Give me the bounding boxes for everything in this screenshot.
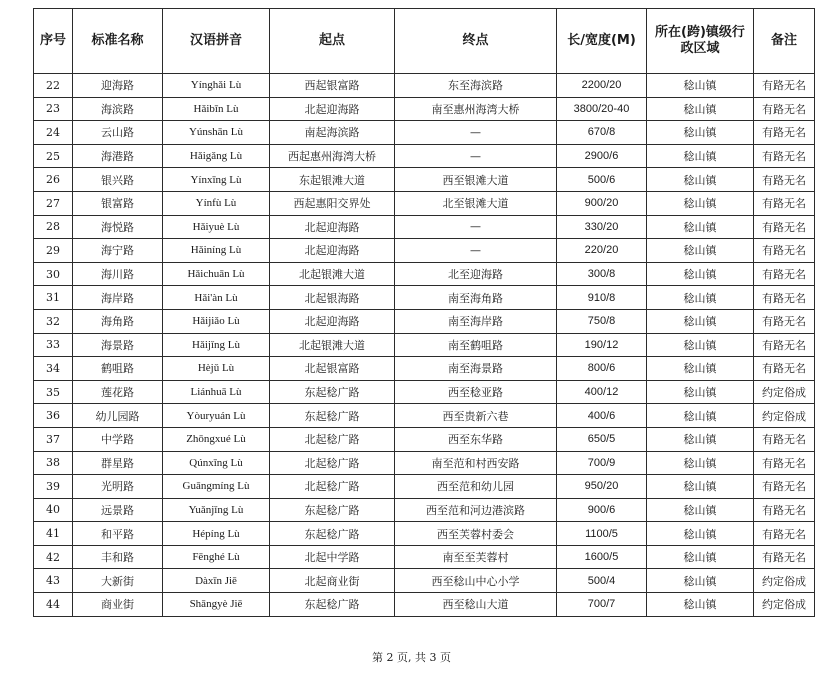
cell-pinyin: Hǎi'àn Lù [163, 286, 270, 310]
cell-index: 25 [34, 144, 73, 168]
cell-end-point: 南至海角路 [395, 286, 557, 310]
cell-end-point: 南至至芙蓉村 [395, 545, 557, 569]
cell-remarks: 有路无名 [754, 286, 815, 310]
cell-remarks: 有路无名 [754, 427, 815, 451]
cell-start-point: 东起稔广路 [270, 404, 395, 428]
cell-pinyin: Zhōngxué Lù [163, 427, 270, 451]
cell-admin-region: 稔山镇 [647, 427, 754, 451]
table-row [34, 357, 815, 381]
cell-admin-region: 稔山镇 [647, 498, 754, 522]
cell-end-point: 西至稔亚路 [395, 380, 557, 404]
cell-start-point: 北起迎海路 [270, 309, 395, 333]
cell-remarks: 有路无名 [754, 522, 815, 546]
cell-remarks: 约定俗成 [754, 404, 815, 428]
cell-length-width: 800/6 [557, 357, 647, 381]
cell-remarks: 约定俗成 [754, 593, 815, 617]
cell-index: 35 [34, 380, 73, 404]
cell-remarks: 约定俗成 [754, 569, 815, 593]
table-row [34, 191, 815, 215]
cell-end-point: 西至范和河边港滨路 [395, 498, 557, 522]
cell-standard-name: 迎海路 [73, 74, 163, 98]
cell-admin-region: 稔山镇 [647, 97, 754, 121]
cell-standard-name: 丰和路 [73, 545, 163, 569]
cell-start-point: 北起银滩大道 [270, 262, 395, 286]
table-row [34, 404, 815, 428]
cell-index: 41 [34, 522, 73, 546]
cell-admin-region: 稔山镇 [647, 404, 754, 428]
cell-end-point: — [395, 121, 557, 145]
cell-standard-name: 中学路 [73, 427, 163, 451]
table-row [34, 309, 815, 333]
cell-remarks: 有路无名 [754, 262, 815, 286]
cell-standard-name: 海悦路 [73, 215, 163, 239]
table-row [34, 97, 815, 121]
cell-length-width: 2900/6 [557, 144, 647, 168]
cell-standard-name: 海宁路 [73, 239, 163, 263]
cell-standard-name: 云山路 [73, 121, 163, 145]
cell-index: 34 [34, 357, 73, 381]
cell-end-point: 西至东华路 [395, 427, 557, 451]
cell-length-width: 1600/5 [557, 545, 647, 569]
cell-standard-name: 海角路 [73, 309, 163, 333]
cell-standard-name: 群星路 [73, 451, 163, 475]
table-row [34, 475, 815, 499]
cell-index: 26 [34, 168, 73, 192]
cell-start-point: 北起银滩大道 [270, 333, 395, 357]
cell-pinyin: Fēnghé Lù [163, 545, 270, 569]
cell-index: 22 [34, 74, 73, 98]
cell-start-point: 北起中学路 [270, 545, 395, 569]
cell-start-point: 北起稔广路 [270, 475, 395, 499]
cell-pinyin: Shāngyè Jiē [163, 593, 270, 617]
cell-end-point: — [395, 239, 557, 263]
cell-start-point: 东起银滩大道 [270, 168, 395, 192]
table-row [34, 215, 815, 239]
table-row [34, 74, 815, 98]
cell-end-point: 西至范和幼儿园 [395, 475, 557, 499]
cell-pinyin: Hépíng Lù [163, 522, 270, 546]
table-row [34, 380, 815, 404]
cell-length-width: 700/9 [557, 451, 647, 475]
table-row [34, 286, 815, 310]
cell-admin-region: 稔山镇 [647, 262, 754, 286]
cell-admin-region: 稔山镇 [647, 522, 754, 546]
cell-remarks: 有路无名 [754, 239, 815, 263]
cell-standard-name: 光明路 [73, 475, 163, 499]
cell-remarks: 有路无名 [754, 357, 815, 381]
cell-length-width: 300/8 [557, 262, 647, 286]
cell-remarks: 有路无名 [754, 74, 815, 98]
table-row [34, 239, 815, 263]
cell-end-point: 西至芙蓉村委会 [395, 522, 557, 546]
table-row [34, 121, 815, 145]
table-row [34, 427, 815, 451]
cell-index: 27 [34, 191, 73, 215]
cell-remarks: 有路无名 [754, 498, 815, 522]
cell-pinyin: Yínghǎi Lù [163, 74, 270, 98]
cell-pinyin: Hǎibīn Lù [163, 97, 270, 121]
cell-length-width: 700/7 [557, 593, 647, 617]
cell-admin-region: 稔山镇 [647, 593, 754, 617]
col-header-length-width: 长/宽度(M) [557, 9, 647, 74]
cell-pinyin: Hǎiyuè Lù [163, 215, 270, 239]
cell-standard-name: 莲花路 [73, 380, 163, 404]
road-names-table [33, 8, 815, 617]
table-row [34, 545, 815, 569]
cell-pinyin: Dàxīn Jiē [163, 569, 270, 593]
cell-standard-name: 幼儿园路 [73, 404, 163, 428]
cell-end-point: 西至银滩大道 [395, 168, 557, 192]
cell-pinyin: Hèjǔ Lù [163, 357, 270, 381]
cell-standard-name: 大新街 [73, 569, 163, 593]
cell-standard-name: 海岸路 [73, 286, 163, 310]
cell-index: 33 [34, 333, 73, 357]
cell-standard-name: 海港路 [73, 144, 163, 168]
cell-start-point: 北起稔广路 [270, 427, 395, 451]
cell-remarks: 有路无名 [754, 309, 815, 333]
cell-end-point: — [395, 144, 557, 168]
cell-start-point: 北起银海路 [270, 286, 395, 310]
cell-index: 40 [34, 498, 73, 522]
cell-pinyin: Hǎigǎng Lù [163, 144, 270, 168]
cell-length-width: 950/20 [557, 475, 647, 499]
cell-pinyin: Guāngmíng Lù [163, 475, 270, 499]
cell-standard-name: 海滨路 [73, 97, 163, 121]
cell-length-width: 2200/20 [557, 74, 647, 98]
cell-pinyin: Hǎijiǎo Lù [163, 309, 270, 333]
table-row [34, 333, 815, 357]
cell-start-point: 北起迎海路 [270, 239, 395, 263]
cell-start-point: 西起惠阳交界处 [270, 191, 395, 215]
cell-length-width: 900/6 [557, 498, 647, 522]
cell-admin-region: 稔山镇 [647, 168, 754, 192]
cell-standard-name: 银富路 [73, 191, 163, 215]
cell-index: 36 [34, 404, 73, 428]
cell-remarks: 有路无名 [754, 475, 815, 499]
cell-pinyin: Qúnxīng Lù [163, 451, 270, 475]
table-row [34, 451, 815, 475]
page-number-footer: 第 2 页, 共 3 页 [372, 651, 451, 664]
cell-remarks: 有路无名 [754, 121, 815, 145]
cell-admin-region: 稔山镇 [647, 215, 754, 239]
cell-admin-region: 稔山镇 [647, 569, 754, 593]
cell-admin-region: 稔山镇 [647, 475, 754, 499]
cell-pinyin: Hǎiníng Lù [163, 239, 270, 263]
cell-remarks: 有路无名 [754, 144, 815, 168]
cell-standard-name: 鹤咀路 [73, 357, 163, 381]
table-body [34, 74, 815, 617]
cell-index: 42 [34, 545, 73, 569]
cell-index: 44 [34, 593, 73, 617]
cell-admin-region: 稔山镇 [647, 144, 754, 168]
cell-remarks: 有路无名 [754, 215, 815, 239]
cell-admin-region: 稔山镇 [647, 357, 754, 381]
cell-standard-name: 和平路 [73, 522, 163, 546]
col-header-remarks: 备注 [754, 9, 815, 74]
cell-pinyin: Yúnshān Lù [163, 121, 270, 145]
cell-pinyin: Liánhuā Lù [163, 380, 270, 404]
cell-end-point: 西至稔山大道 [395, 593, 557, 617]
cell-standard-name: 远景路 [73, 498, 163, 522]
cell-end-point: 北至迎海路 [395, 262, 557, 286]
cell-length-width: 670/8 [557, 121, 647, 145]
cell-start-point: 东起稔广路 [270, 593, 395, 617]
cell-length-width: 900/20 [557, 191, 647, 215]
cell-start-point: 西起惠州海湾大桥 [270, 144, 395, 168]
cell-end-point: 西至稔山中心小学 [395, 569, 557, 593]
cell-pinyin: Yuǎnjǐng Lù [163, 498, 270, 522]
cell-start-point: 南起海滨路 [270, 121, 395, 145]
cell-length-width: 910/8 [557, 286, 647, 310]
col-header-standard-name: 标准名称 [73, 9, 163, 74]
cell-pinyin: Hǎijǐng Lù [163, 333, 270, 357]
cell-remarks: 约定俗成 [754, 380, 815, 404]
cell-index: 37 [34, 427, 73, 451]
cell-index: 39 [34, 475, 73, 499]
cell-length-width: 3800/20-40 [557, 97, 647, 121]
cell-remarks: 有路无名 [754, 168, 815, 192]
cell-index: 29 [34, 239, 73, 263]
cell-start-point: 北起迎海路 [270, 215, 395, 239]
table-row [34, 498, 815, 522]
cell-start-point: 北起迎海路 [270, 97, 395, 121]
cell-index: 38 [34, 451, 73, 475]
cell-remarks: 有路无名 [754, 333, 815, 357]
cell-length-width: 220/20 [557, 239, 647, 263]
cell-start-point: 西起银富路 [270, 74, 395, 98]
cell-end-point: 南至海景路 [395, 357, 557, 381]
table-row [34, 569, 815, 593]
cell-length-width: 650/5 [557, 427, 647, 451]
cell-pinyin: Yínxīng Lù [163, 168, 270, 192]
cell-remarks: 有路无名 [754, 545, 815, 569]
cell-start-point: 北起银富路 [270, 357, 395, 381]
cell-admin-region: 稔山镇 [647, 545, 754, 569]
cell-start-point: 北起商业街 [270, 569, 395, 593]
cell-admin-region: 稔山镇 [647, 191, 754, 215]
cell-index: 24 [34, 121, 73, 145]
cell-end-point: 南至鹤咀路 [395, 333, 557, 357]
cell-standard-name: 海川路 [73, 262, 163, 286]
cell-start-point: 北起稔广路 [270, 451, 395, 475]
cell-length-width: 400/12 [557, 380, 647, 404]
col-header-start-point: 起点 [270, 9, 395, 74]
cell-admin-region: 稔山镇 [647, 333, 754, 357]
cell-standard-name: 海景路 [73, 333, 163, 357]
cell-admin-region: 稔山镇 [647, 74, 754, 98]
cell-end-point: 西至贵新六巷 [395, 404, 557, 428]
cell-length-width: 330/20 [557, 215, 647, 239]
cell-length-width: 500/4 [557, 569, 647, 593]
cell-index: 23 [34, 97, 73, 121]
cell-pinyin: Yòuryuán Lù [163, 404, 270, 428]
cell-length-width: 400/6 [557, 404, 647, 428]
cell-length-width: 500/6 [557, 168, 647, 192]
cell-admin-region: 稔山镇 [647, 451, 754, 475]
table-row [34, 168, 815, 192]
col-header-pinyin: 汉语拼音 [163, 9, 270, 74]
cell-start-point: 东起稔广路 [270, 522, 395, 546]
cell-admin-region: 稔山镇 [647, 239, 754, 263]
col-header-index: 序号 [34, 9, 73, 74]
table-row [34, 522, 815, 546]
cell-standard-name: 银兴路 [73, 168, 163, 192]
cell-admin-region: 稔山镇 [647, 380, 754, 404]
cell-pinyin: Hǎichuān Lù [163, 262, 270, 286]
cell-admin-region: 稔山镇 [647, 309, 754, 333]
cell-remarks: 有路无名 [754, 191, 815, 215]
table-header-row [34, 9, 815, 74]
table-row [34, 262, 815, 286]
cell-end-point: 北至银滩大道 [395, 191, 557, 215]
table-row [34, 144, 815, 168]
cell-length-width: 190/12 [557, 333, 647, 357]
col-header-end-point: 终点 [395, 9, 557, 74]
cell-end-point: 南至惠州海湾大桥 [395, 97, 557, 121]
cell-index: 43 [34, 569, 73, 593]
cell-remarks: 有路无名 [754, 97, 815, 121]
cell-length-width: 750/8 [557, 309, 647, 333]
cell-end-point: 东至海滨路 [395, 74, 557, 98]
cell-index: 30 [34, 262, 73, 286]
cell-end-point: 南至范和村西安路 [395, 451, 557, 475]
cell-index: 28 [34, 215, 73, 239]
cell-admin-region: 稔山镇 [647, 121, 754, 145]
cell-pinyin: Yínfù Lù [163, 191, 270, 215]
table-row [34, 593, 815, 617]
cell-start-point: 东起稔广路 [270, 498, 395, 522]
cell-start-point: 东起稔广路 [270, 380, 395, 404]
cell-end-point: 南至海岸路 [395, 309, 557, 333]
cell-end-point: — [395, 215, 557, 239]
cell-standard-name: 商业街 [73, 593, 163, 617]
cell-admin-region: 稔山镇 [647, 286, 754, 310]
cell-index: 32 [34, 309, 73, 333]
col-header-admin-region: 所在(跨)镇级行政区域 [647, 9, 754, 74]
cell-length-width: 1100/5 [557, 522, 647, 546]
cell-remarks: 有路无名 [754, 451, 815, 475]
cell-index: 31 [34, 286, 73, 310]
